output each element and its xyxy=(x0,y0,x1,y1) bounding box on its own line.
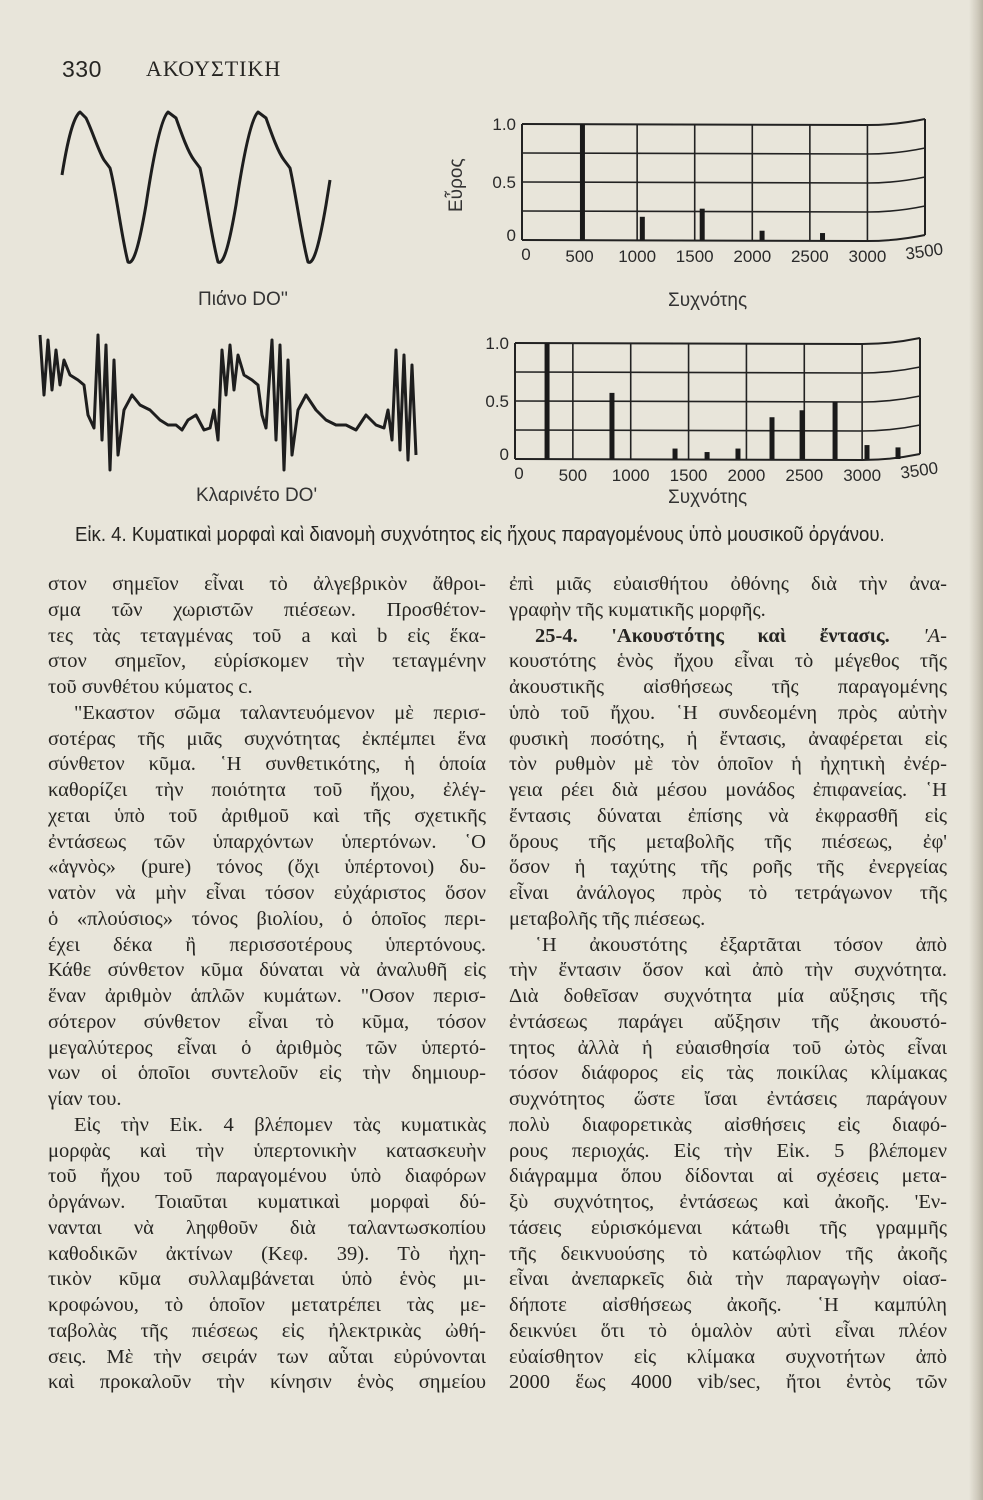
x-tick-label: 500 xyxy=(558,466,588,485)
text-line: «ἁγνὸς» (pure) τόνος (ὄχι ὑπέρτονοι) δυ- xyxy=(48,856,486,879)
text-line: τοῦ ἤχου τοῦ παραγομένου ὑπὸ διαφόρων xyxy=(48,1165,486,1188)
text-line: νανται νὰ ληφθοῦν διὰ ταλαντωσκοπίου xyxy=(48,1216,486,1239)
bar xyxy=(896,447,901,459)
section-heading-tail: 'Α- xyxy=(923,624,947,647)
gridline-horizontal xyxy=(515,367,920,373)
bar xyxy=(700,209,705,240)
text-line: κουστότης ἑνὸς ἤχου εἶναι τὸ μέγεθος τῆς xyxy=(509,650,947,673)
text-line: σύνθετον κῦμα. ῾Η συνθετικότης, ἡ ὁποία xyxy=(48,753,486,776)
x-tick-label: 3000 xyxy=(843,466,882,485)
text-line: ἐπὶ μιᾶς εὐαισθήτου ὀθόνης διὰ τὴν ἀνα- xyxy=(509,573,947,595)
text-line: ὅσον ἡ ταχύτης τῆς ροῆς τῆς ἐνεργείας xyxy=(509,856,947,879)
x-tick-label: 1500 xyxy=(675,247,714,266)
text-line: χεται ὑπὸ τοῦ ἀριθμοῦ καὶ τῆς σχετικῆς xyxy=(48,804,486,827)
y-axis-label: Εὖρος xyxy=(446,158,467,212)
x-tick-label: 0 xyxy=(521,245,531,264)
text-column-left xyxy=(48,572,486,1396)
bar xyxy=(865,445,870,459)
text-line: έχει δέκα ἢ περισσοτέρους ὑπερτόνους. xyxy=(48,933,486,956)
text-line: ρους περιοχάς. Εἰς τὴν Εἰκ. 5 βλέπομεν xyxy=(509,1139,947,1162)
text-line: τητος ἀλλὰ ἡ εὐαισθησία τοῦ ὠτὸς εἶναι xyxy=(509,1036,947,1059)
running-title: ΑΚΟΥΣΤΙΚΗ xyxy=(146,56,282,81)
text-line: φυσικὴ ποσότης, ἡ ἔντασις, ἀναφέρεται εἰς xyxy=(509,727,947,750)
x-tick-label: 1500 xyxy=(669,466,708,485)
text-line: μεταβολῆς τῆς πιέσεως. xyxy=(509,907,706,930)
text-line: Κάθε σύνθετον κῦμα δύναται νὰ ἀναλυθῆ εἰς xyxy=(48,959,486,982)
text-line: στον σημεῖον, εὑρίσκομεν τὴν τεταγμένην xyxy=(48,650,486,673)
y-tick-label: 1.0 xyxy=(492,115,516,134)
text-line xyxy=(509,624,947,650)
page-number: 330 xyxy=(62,56,102,82)
text-line: ὀργάνων. Τοιαῦται κυματικαὶ μορφαὶ δύ- xyxy=(48,1191,486,1213)
y-tick-label: 0.5 xyxy=(492,173,516,192)
text-line: τῆς δεικνυούσης τὸ κατώφλιον τῆς ἀκοῆς xyxy=(509,1242,947,1265)
text-line: τες τὰς τεταγμένας τοῦ a καὶ b εἰς ἕκα- xyxy=(48,624,486,647)
text-line: μορφὰς καὶ τὴν ὑπερτονικὴν κατασκευὴν xyxy=(48,1139,486,1162)
text-line: πολὺ διαφορετικὰς αἰσθήσεις εἰς διαφό- xyxy=(509,1113,947,1136)
bar xyxy=(705,452,710,459)
text-line: στον σημεῖον εἶναι τὸ ἀλγεβρικὸν ἄθροι- xyxy=(48,573,486,595)
text-line: συχνότητος ὥστε ἴσαι ἐντάσεις παράγουν xyxy=(509,1088,947,1110)
text-line: ἕναν ἀριθμὸν ἁπλῶν κυμάτων. "Οσον περισ- xyxy=(48,985,486,1007)
text-line: ταβολὰς τῆς πιέσεως εἰς ἠλεκτρικὰς ὠθή- xyxy=(48,1319,486,1342)
text-line: ἐντάσεως τῶν ὑπαρχόντων ὑπερτόνων. ῾Ο xyxy=(48,830,486,853)
clarinet-label: Κλαρινέτο DO' xyxy=(196,485,318,506)
text-line: Εἰς τὴν Εἰκ. 4 βλέπομεν τὰς κυματικὰς xyxy=(74,1113,486,1136)
y-tick-label: 0 xyxy=(506,226,516,245)
x-tick-label: 1000 xyxy=(611,466,650,485)
piano-waveform xyxy=(62,112,330,262)
x-tick-label: 3500 xyxy=(904,239,945,264)
text-line: Διὰ δοθεῖσαν συχνότητα μία αὔξησις τῆς xyxy=(509,985,947,1007)
text-line: "Εκαστον σῶμα ταλαντευόμενον μὲ περισ- xyxy=(74,701,486,724)
y-tick-label: 0 xyxy=(499,445,509,464)
text-line: 2000 ἕως 4000 vib/sec, ἤτοι ἐντὸς τῶν xyxy=(509,1371,947,1394)
text-line: εἶναι ἀνεπαρκεῖς διὰ τὴν παραγωγὴν οἱασ- xyxy=(509,1268,947,1291)
gridline-horizontal xyxy=(515,396,920,402)
text-line: καὶ προκαλοῦν τὴν κίνησιν ἑνὸς σημείου xyxy=(48,1371,486,1394)
text-line: τόσον διάφορος εἰς τὰς ποικίλας κλίμακας xyxy=(509,1062,947,1085)
bar xyxy=(770,417,775,459)
x-tick-label: 500 xyxy=(565,247,594,266)
text-line: ὅρους τῆς μεταβολῆς τῆς πιέσεως, ἐφ' xyxy=(509,830,947,853)
text-line: τὴν ἔντασιν ὅσον καὶ ἀπὸ τὴν συχνότητα. xyxy=(509,959,947,982)
figure-caption: Εἰκ. 4. Κυματικαὶ μορφαὶ καὶ διανομὴ συχνότητος εἰς ἤχους παραγομένους ὑπὸ μουσικοῦ ὀργάνου. xyxy=(75,524,885,546)
text-line: μεγαλύτερος εἶναι ὁ ἀριθμὸς τῶν ὑπερτό- xyxy=(48,1036,486,1059)
text-line: γεια ρέει διὰ μέσου μονάδος ἐπιφανείας. ῾Η xyxy=(509,779,947,801)
x-tick-label: 3500 xyxy=(899,458,940,483)
y-tick-label: 1.0 xyxy=(485,334,509,353)
text-line: σοτέρας τῆς μιᾶς συχνότητας ἐκπέμπει ἕνα xyxy=(48,727,486,750)
text-line: εὐαίσθητον εἰς κλίμακα συχνοτήτων ἀπὸ xyxy=(509,1345,947,1368)
piano-spectrum-chart xyxy=(492,115,944,266)
x-tick-label: 2000 xyxy=(727,466,766,485)
text-line: ἔντασις δύναται ἐπίσης νὰ ἐκφρασθῆ εἰς xyxy=(509,804,947,827)
gridline-horizontal xyxy=(515,425,920,431)
text-line: τοῦ συνθέτου κύματος c. xyxy=(48,676,253,698)
x-tick-label: 2500 xyxy=(785,466,824,485)
text-line: τάσεις εὑρισκόμεναι κάτωθι τῆς γραμμῆς xyxy=(509,1216,947,1239)
text-line: τὸν ρυθμὸν μὲ τὸν ὁποῖον ἡ ἠχητικὴ ἐνέρ- xyxy=(509,753,947,776)
section-heading: 25-4. 'Ακουστότης καὶ ἔντασις. xyxy=(535,624,890,647)
text-line: σεις. Μὲ τὴν σειράν των αὗται εὐρύνονται xyxy=(48,1345,486,1368)
x-tick-label: 0 xyxy=(514,464,524,483)
bar xyxy=(735,449,740,459)
text-line: ῾Η ἀκουστότης ἐξαρτᾶται τόσον ἀπὸ xyxy=(535,933,947,956)
text-line: ὑπὸ τοῦ ἤχου. ῾Η συνδεομένη πρὸς αὐτὴν xyxy=(509,701,947,724)
text-line: ἐντάσεως παράγει αὔξησιν τῆς ἀκουστό- xyxy=(509,1010,947,1033)
piano-label: Πιάνο DO'' xyxy=(198,289,289,310)
text-line: ξὺ συχνότητος, ἐντάσεως καὶ ἀκοῆς. 'Εν- xyxy=(509,1191,947,1213)
bar xyxy=(609,393,614,459)
text-line: νατὸν νὰ μὴν εἶναι τόσον εὐχάριστος ὅσον xyxy=(48,882,486,904)
text-column-right xyxy=(509,572,947,1396)
y-tick-label: 0.5 xyxy=(485,392,509,411)
bar xyxy=(833,402,838,459)
bar xyxy=(673,449,678,459)
text-line: νων οἱ ὁποῖοι συντελοῦν εἰς τὴν δημιουρ- xyxy=(48,1062,486,1085)
bar xyxy=(820,233,825,240)
x-axis-label-1: Συχνότης xyxy=(668,290,748,311)
bar xyxy=(580,124,585,240)
text-line: διάγραμμα ὅπου δίδονται αἱ σχέσεις μετα- xyxy=(509,1165,947,1188)
text-line: καθοδικῶν ἀκτίνων (Κεφ. 39). Τὸ ἠχη- xyxy=(48,1242,486,1265)
text-line: δήποτε αἰσθήσεως ἀκοῆς. ῾Η καμπύλη xyxy=(509,1294,947,1316)
x-tick-label: 3000 xyxy=(848,247,887,266)
bar xyxy=(760,231,765,240)
clarinet-spectrum-chart xyxy=(485,334,939,485)
text-line: τικὸν κῦμα συλλαμβάνεται ὑπὸ ἑνὸς μι- xyxy=(48,1268,486,1291)
x-axis-label-2: Συχνότης xyxy=(668,487,748,508)
text-line: γίαν του. xyxy=(48,1088,122,1110)
clarinet-waveform xyxy=(40,335,416,470)
x-tick-label: 2500 xyxy=(790,247,829,266)
text-line: καθορίζει τὴν ποιότητα τοῦ ἤχου, ἐλέγ- xyxy=(48,779,486,801)
text-line: δεικνύει ὅτι τὸ ὁμαλὸν αὐτὶ εἶναι πλέον xyxy=(509,1319,947,1342)
bar xyxy=(800,410,805,459)
text-line: σότερον σύνθετον εἶναι τὸ κῦμα, τόσον xyxy=(48,1010,486,1033)
gridline-horizontal xyxy=(515,454,920,460)
text-line: ὁ «πλούσιος» τόνος βιολίου, ὁ ὁποῖος περι- xyxy=(48,907,486,930)
bar xyxy=(545,343,550,459)
text-line: ἀκουστικῆς αἰσθήσεως τῆς παραγομένης xyxy=(509,676,947,698)
bar xyxy=(640,217,645,240)
x-tick-label: 1000 xyxy=(618,247,657,266)
text-line: γραφὴν τῆς κυματικῆς μορφῆς. xyxy=(509,598,766,621)
text-line: σμα τῶν χωριστῶν πιέσεων. Προσθέτον- xyxy=(48,598,486,621)
gridline-horizontal xyxy=(515,338,920,344)
figure-4 xyxy=(0,0,983,520)
text-line: κροφώνου, τὸ ὁποῖον μετατρέπει τὰς με- xyxy=(48,1294,486,1316)
x-tick-label: 2000 xyxy=(733,247,772,266)
text-line: εἶναι ἀνάλογος πρὸς τὸ τετράγωνον τῆς xyxy=(509,882,947,904)
